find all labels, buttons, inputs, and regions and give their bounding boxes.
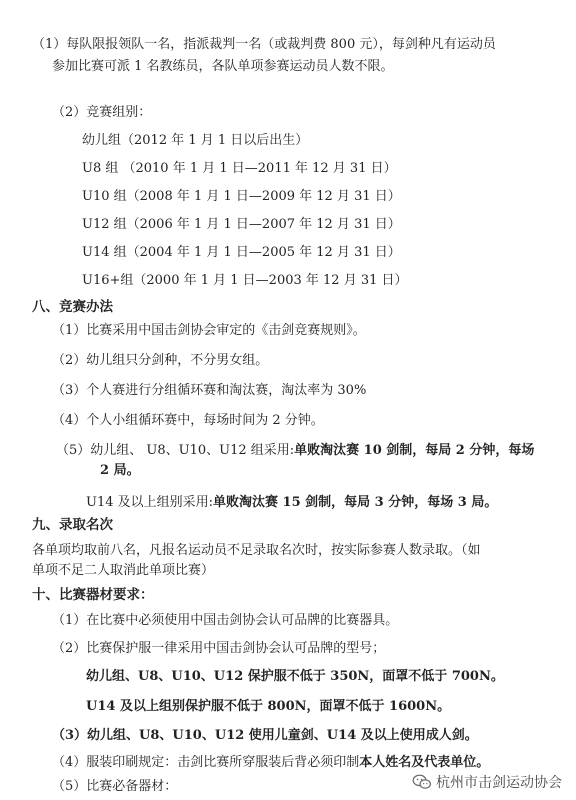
wechat-icon (412, 774, 432, 790)
section10-item2: （2）比赛保护服一律采用中国击剑协会认可品牌的型号； (52, 641, 386, 656)
watermark (412, 772, 562, 792)
watermark-text: 杭州市击剑运动协会 (436, 775, 562, 791)
group-u8: U8 组 （2010 年 1 月 1 日—2011 年 12 月 31 日） (82, 161, 397, 176)
section8-item4: （4）个人小组循环赛中，每场时间为 2 分钟。 (52, 413, 324, 428)
item5-bold: 单败淘汰赛 10 剑制，每局 2 分钟，每场 (294, 443, 535, 458)
section9-line2: 单项不足二人取消此单项比赛） (32, 563, 215, 578)
group-kindergarten: 幼儿组（2012 年 1 月 1 日以后出生） (82, 133, 309, 148)
section9-line1: 各单项均取前八名，凡报名运动员不足录取名次时，按实际参赛人数录取。（如 (32, 543, 481, 558)
section10-heading: 十、比赛器材要求： (32, 587, 154, 603)
section10-item1: （1）在比赛中必须使用中国击剑协会认可品牌的比赛器具。 (52, 613, 399, 628)
u14-bold: 单败淘汰赛 15 剑制，每局 3 分钟，每场 3 局。 (213, 495, 498, 510)
section8-item2: （2）幼儿组只分剑种，不分男女组。 (52, 353, 269, 368)
section8-item1: （1）比赛采用中国击剑协会审定的《击剑竞赛规则》。 (52, 323, 366, 338)
item1-line1: （1）每队限报领队一名，指派裁判一名（或裁判费 800 元），每剑种凡有运动员 (32, 37, 496, 52)
item1-line2: 参加比赛可派 1 名教练员，各队单项参赛运动员人数不限。 (52, 59, 394, 74)
u14-prefix: U14 及以上组别采用: (86, 495, 214, 510)
section10-item5: （5）比赛必备器材： (52, 779, 178, 794)
item5-prefix: （5）幼儿组、 U8、U10、U12 组采用: (56, 443, 295, 458)
group-u16: U16+组（2000 年 1 月 1 日—2003 年 12 月 31 日） (82, 273, 408, 288)
group-u12: U12 组（2006 年 1 月 1 日—2007 年 12 月 31 日） (82, 217, 401, 232)
section9-heading: 九、录取名次 (32, 517, 113, 533)
section8-item5-cont: 2 局。 (100, 463, 140, 478)
section8-u14-rule (86, 494, 497, 512)
section10-item3: （3）幼儿组、U8、U10、U12 使用儿童剑、U14 及以上使用成人剑。 (52, 728, 478, 743)
section10-item4 (52, 754, 489, 772)
item2-title: （2）竞赛组别： (52, 105, 152, 120)
section8-heading: 八、竞赛办法 (32, 299, 113, 315)
item4-bold: 本人姓名及代表单位。 (359, 755, 490, 770)
item4-prefix: （4）服装印刷规定：击剑比赛所穿服装后背必须印制 (52, 755, 360, 770)
section10-req1: 幼儿组、U8、U10、U12 保护服不低于 350N，面罩不低于 700N。 (86, 669, 504, 684)
section8-item5 (56, 442, 534, 460)
group-u10: U10 组（2008 年 1 月 1 日—2009 年 12 月 31 日） (82, 189, 401, 204)
group-u14: U14 组（2004 年 1 月 1 日—2005 年 12 月 31 日） (82, 245, 401, 260)
section8-item3: （3）个人赛进行分组循环赛和淘汰赛，淘汰率为 30% (52, 383, 367, 398)
section10-req2: U14 及以上组别保护服不低于 800N，面罩不低于 1600N。 (86, 699, 451, 714)
